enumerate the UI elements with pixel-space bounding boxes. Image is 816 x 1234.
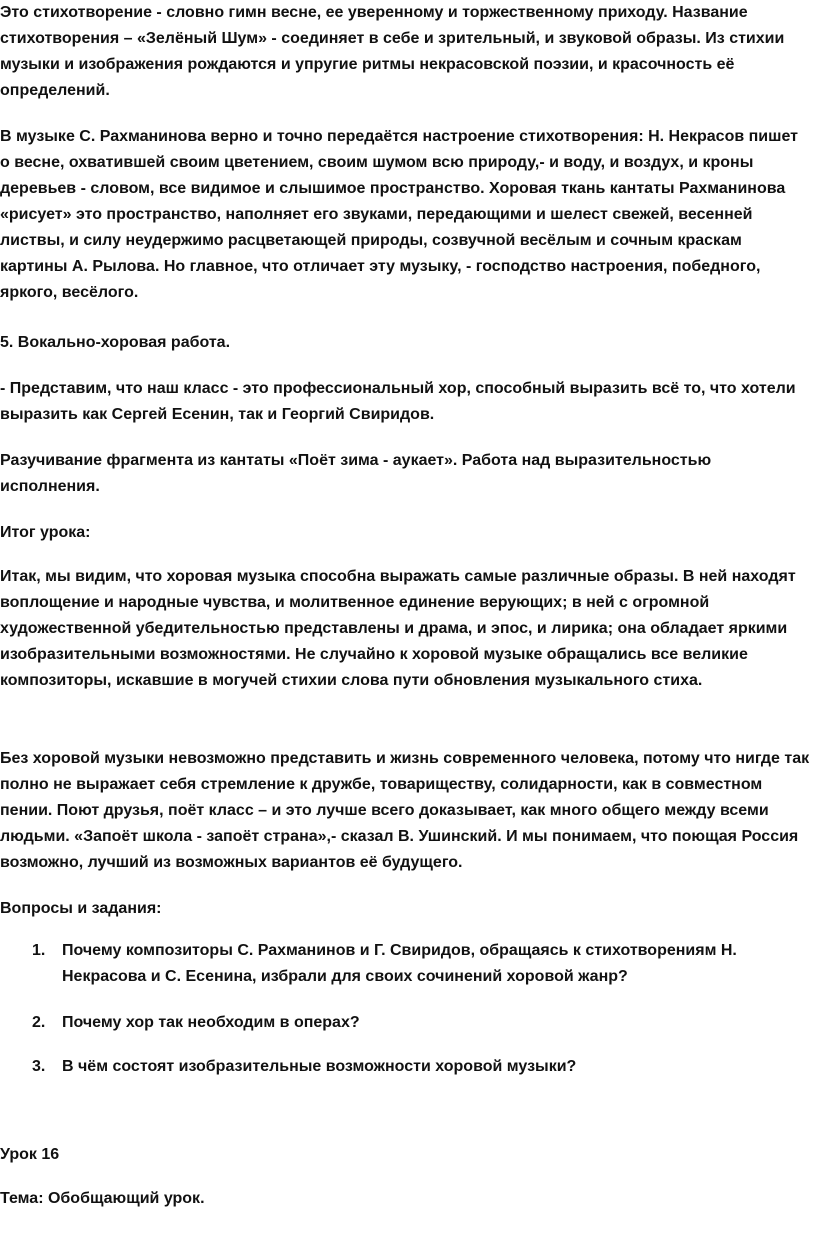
paragraph-learning-fragment: Разучивание фрагмента из кантаты «Поёт зима - аукает». Работа над выразительностью исполнения. (0, 452, 712, 495)
list-item-text: Почему хор так необходим в операх? (62, 1014, 360, 1031)
paragraph-choir-class: - Представим, что наш класс - это профессиональный хор, способный выразить всё то, что хотели выразить как Сергей Есенин, так и Георгий Свиридов. (0, 380, 796, 423)
paragraph-summary: Итак, мы видим, что хоровая музыка способна выражать самые различные образы. В ней находят воплощение и народные чувства, и молитвенное единение верующих; в ней с огромной художественной убедительностью представлены и драма, и эпос, и лирика; она обладает яркими изобразительными возможностями. Не случайно к хоровой музыке обращались все великие композиторы, искавшие в могучей стихии слова пути обновления музыкального стиха. (0, 568, 796, 689)
list-item-number: 3. (32, 1058, 46, 1075)
list-item-number: 1. (32, 942, 46, 959)
lesson-topic: Тема: Обобщающий урок. (0, 1190, 205, 1207)
heading-lesson-summary: Итог урока: (0, 524, 91, 541)
list-item-text: В чём состоят изобразительные возможности хоровой музыки? (62, 1058, 577, 1075)
paragraph-modern-life: Без хоровой музыки невозможно представить и жизнь современного человека, потому что нигде так полно не выражает себя стремление к дружбе, товариществу, солидарности, как в совместном пении. Поют друзья, поёт класс – и это лучше всего доказывает, как много общего между всеми людьми. «Запоёт школа - запоёт страна»,- сказал В. Ушинский. И мы понимаем, что поющая Россия возможно, лучший из возможных вариантов её будущего. (0, 750, 810, 871)
list-item-number: 2. (32, 1014, 46, 1031)
list-item-text: Почему композиторы С. Рахманинов и Г. Свиридов, обращаясь к стихотворениям Н. Некрасова и С. Есенина, избрали для своих сочинений хоровой жанр? (62, 942, 737, 985)
paragraph-intro: Это стихотворение - словно гимн весне, ее уверенному и торжественному приходу. Название стихотворения – «Зелёный Шум» - соединяет в себе и зрительный, и звуковой образы. Из стихии музыки и изображения рождаются и упругие ритмы некрасовской поэзии, и красочность её определений. (0, 4, 785, 99)
section-heading-vocal-work: 5. Вокально-хоровая работа. (0, 334, 231, 351)
lesson-number: Урок 16 (0, 1146, 60, 1163)
heading-questions: Вопросы и задания: (0, 900, 162, 917)
paragraph-rachmaninov: В музыке С. Рахманинова верно и точно передаётся настроение стихотворения: Н. Некрасов пишет о весне, охватившей своим цветением, своим шумом всю природу,- и воду, и воздух, и кроны деревьев - словом, все видимое и слышимое пространство. Хоровая ткань кантаты Рахманинова «рисует» это пространство, наполняет его звуками, передающими и шелест свежей, весенней листвы, и силу неудержимо расцветающей природы, созвучной весёлым и сочным краскам картины А. Рылова. Но главное, что отличает эту музыку, - господство настроения, победного, яркого, весёлого. (0, 128, 798, 301)
